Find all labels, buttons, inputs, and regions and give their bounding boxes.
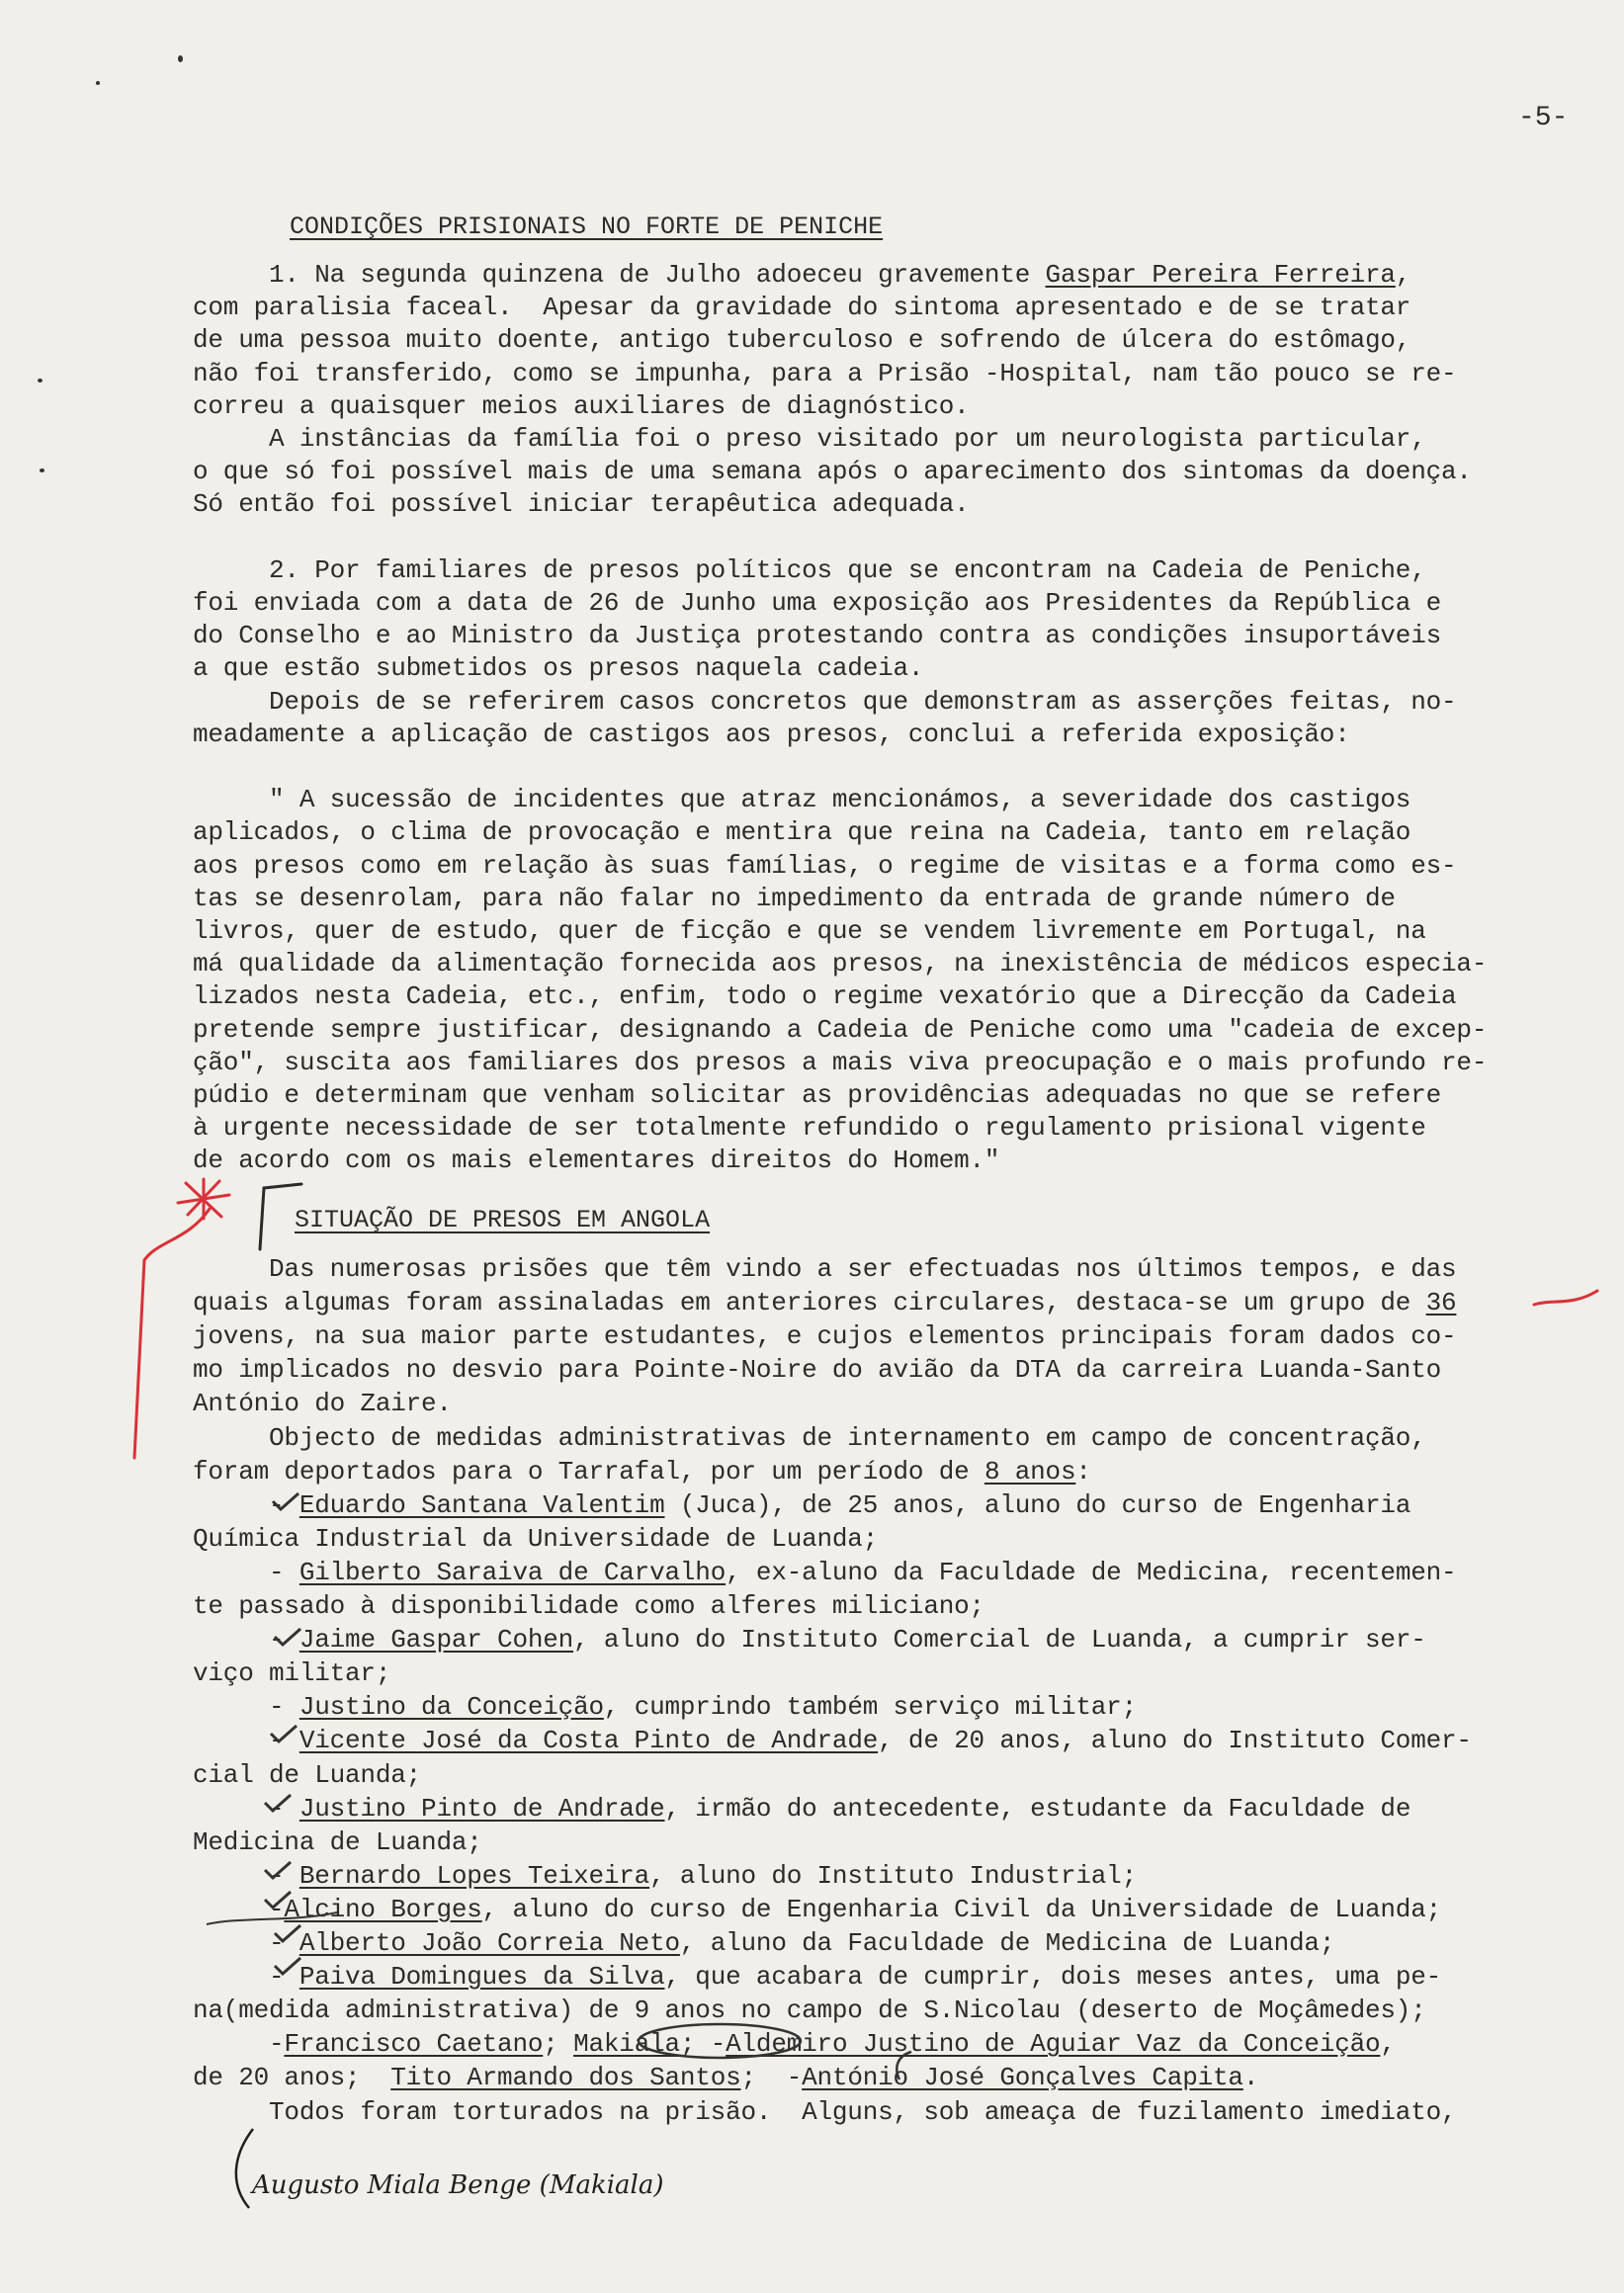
underlined-name: Alcino Borges [284, 1894, 482, 1924]
underlined-name: Aldemiro Justino de Aguiar Vaz da Conceição [726, 2029, 1381, 2060]
text-run: , aluno do Instituto Comercial de Luanda, a cumprir ser- [573, 1625, 1426, 1656]
text-run: lizados nesta Cadeia, etc., enfim, todo o regime vexatório que a Direcção da Cadeia [193, 981, 1457, 1012]
text-line [193, 1894, 1591, 1925]
text-run: , aluno do Instituto Industrial; [649, 1860, 1137, 1891]
text-line [193, 652, 1591, 684]
text-run: , de 20 anos, aluno do Instituto Comer- [878, 1726, 1472, 1756]
text-line [193, 488, 1591, 520]
text-run: a que estão submetidos os presos naquela cadeia. [193, 653, 924, 684]
text-line [193, 1253, 1591, 1285]
text-line [193, 1995, 1591, 2026]
underlined-name: 8 anos [983, 1456, 1076, 1486]
text-run: : [1075, 1456, 1091, 1486]
text-run: má qualidade da alimentação fornecida aos presos, na inexistência de médicos especia- [193, 949, 1488, 979]
text-run: ; - [740, 2063, 803, 2093]
text-run: , [1380, 2029, 1396, 2060]
text-run: " A sucessão de incidentes que atraz mencionámos, a severidade dos castigos [193, 785, 1411, 815]
text-line [193, 456, 1591, 487]
text-line [193, 1456, 1591, 1487]
text-line [193, 1927, 1591, 1959]
text-line [193, 915, 1591, 947]
check-mark-icon [267, 1487, 306, 1517]
text-line [193, 1590, 1591, 1622]
underlined-name: Paiva Domingues da Silva [299, 1962, 665, 1993]
text-line [193, 948, 1591, 979]
bracket-mark-icon [252, 1176, 311, 1255]
check-mark-icon [265, 1720, 304, 1749]
text-line [193, 883, 1591, 914]
text-run: A instâncias da família foi o preso visitado por um neurologista particular, [193, 424, 1426, 454]
text-line [193, 1320, 1591, 1352]
paper-speck [38, 379, 43, 382]
circle-makiala-icon [633, 2018, 811, 2064]
text-run: aos presos como em relação às suas famílias, o regime de visitas e a forma como es- [193, 850, 1457, 881]
text-line [193, 816, 1591, 848]
text-line [193, 1759, 1591, 1791]
paper-speck [178, 55, 183, 62]
check-mark-icon [269, 1623, 308, 1653]
text-run: , aluno da Faculdade de Medicina de Luanda; [679, 1928, 1335, 1958]
text-run: Objecto de medidas administrativas de internamento em campo de concentração, [193, 1422, 1426, 1453]
text-line [193, 1691, 1591, 1723]
text-run: - [193, 2029, 285, 2060]
text-run: o que só foi possível mais de uma semana após o aparecimento dos sintomas da doença. [193, 457, 1472, 487]
text-line [193, 980, 1591, 1012]
text-run: quais algumas foram assinaladas em anteriores circulares, destaca-se um grupo de [193, 1288, 1426, 1318]
page-number: -5- [1518, 103, 1569, 133]
text-line [193, 1657, 1591, 1689]
underlined-name: Gaspar Pereira Ferreira [1045, 260, 1396, 290]
underlined-name: Justino Pinto de Andrade [299, 1793, 665, 1824]
text-run: ; [543, 2029, 574, 2060]
text-run: ; - [679, 2029, 727, 2060]
text-run: à urgente necessidade de ser totalmente refundido o regulamento prisional vigente [193, 1113, 1426, 1144]
text-run: livros, quer de estudo, quer de ficção e que se vendem livremente em Portugal, na [193, 916, 1426, 946]
text-run: Química Industrial da Universidade de Luanda; [193, 1523, 879, 1554]
underlined-name: Gilberto Saraiva de Carvalho [299, 1557, 727, 1587]
text-run: te passado à disponibilidade como alferes miliciano; [193, 1591, 984, 1621]
text-run: meadamente a aplicação de castigos aos presos, conclui a referida exposição: [193, 719, 1350, 749]
text-run: , [1395, 260, 1411, 290]
underlined-name: Tito Armando dos Santos [390, 2063, 741, 2093]
text-run: , que acabara de cumprir, dois meses antes, uma pe- [664, 1962, 1442, 1993]
text-line [193, 1047, 1591, 1078]
text-line [193, 1557, 1591, 1588]
check-mark-icon [269, 1952, 308, 1982]
text-line [193, 620, 1591, 651]
underlined-name: Bernardo Lopes Teixeira [299, 1860, 650, 1891]
text-run: Das numerosas prisões que têm vindo a ser efectuadas nos últimos tempos, e das [193, 1254, 1457, 1284]
text-run: com paralisia faceal. Apesar da gravidade do sintoma apresentado e de se tratar [193, 293, 1411, 323]
paper-speck [96, 81, 100, 85]
underlined-name: Vicente José da Costa Pinto de Andrade [299, 1726, 879, 1756]
text-run: pretende sempre justificar, designando a Cadeia de Peniche como uma "cadeia de excep- [193, 1014, 1488, 1045]
text-run: aplicados, o clima de provocação e mentira que reina na Cadeia, tanto em relação [193, 817, 1411, 848]
text-run: , irmão do antecedente, estudante da Faculdade de [664, 1793, 1411, 1824]
check-mark-icon [259, 1856, 299, 1886]
pen-stroke-icon [203, 1903, 341, 1932]
underlined-name: Eduardo Santana Valentim [299, 1489, 665, 1520]
text-line [193, 1725, 1591, 1756]
text-line [193, 1422, 1591, 1454]
text-line [193, 1145, 1591, 1176]
text-run: António do Zaire. [193, 1389, 452, 1419]
underlined-name: Makiala [573, 2029, 680, 2060]
text-line [193, 1388, 1591, 1419]
text-line [193, 259, 1591, 291]
text-line [193, 554, 1591, 586]
text-run: correu a quaisquer meios auxiliares de diagnóstico. [193, 390, 970, 421]
text-run: foi enviada com a data de 26 de Junho uma exposição aos Presidentes da República e [193, 588, 1442, 618]
text-line [193, 686, 1591, 718]
underlined-name: Francisco Caetano [284, 2029, 544, 2060]
text-line [193, 1860, 1591, 1892]
text-line [193, 324, 1591, 356]
text-line [193, 1354, 1591, 1386]
text-line [193, 1079, 1591, 1111]
text-run: - [193, 1692, 299, 1723]
text-line [193, 850, 1591, 882]
text-run: Todos foram torturados na prisão. Alguns, sob ameaça de fuzilamento imediato, [193, 2096, 1457, 2127]
text-line [193, 1489, 1591, 1521]
section-heading-peniche: CONDIÇÕES PRISIONAIS NO FORTE DE PENICHE [290, 212, 884, 241]
text-line [193, 2096, 1591, 2128]
section-heading-angola: SITUAÇÃO DE PRESOS EM ANGOLA [295, 1206, 711, 1234]
text-run: foram deportados para o Tarrafal, por um período de [193, 1456, 984, 1486]
text-run: jovens, na sua maior parte estudantes, e cujos elementos principais foram dados co- [193, 1321, 1457, 1352]
text-run: de uma pessoa muito doente, antigo tuberculoso e sofrendo de úlcera do estômago, [193, 325, 1411, 356]
text-run: púdio e determinam que venham solicitar as providências adequadas no que se refere [193, 1080, 1442, 1110]
text-line [193, 1523, 1591, 1555]
text-line [193, 423, 1591, 455]
underlined-name: Justino da Conceição [299, 1692, 604, 1723]
red-underline-36-icon [1532, 1285, 1601, 1315]
text-run: ção", suscita aos familiares dos presos a mais viva preocupação e o mais profundo re- [193, 1047, 1488, 1077]
text-run: - [193, 1557, 299, 1587]
text-run: Depois de se referirem casos concretos que demonstram as asserções feitas, no- [193, 686, 1457, 717]
text-run: - [193, 1625, 299, 1656]
text-run: - [193, 1793, 299, 1824]
underlined-name: Alberto João Correia Neto [299, 1928, 680, 1958]
text-line [193, 390, 1591, 422]
text-run: não foi transferido, como se impunha, para a Prisão -Hospital, nam tão pouco se re- [193, 358, 1457, 388]
bracket-mark-icon [880, 2046, 919, 2085]
check-mark-icon [259, 1789, 299, 1819]
text-run: mo implicados no desvio para Pointe-Noire do avião da DTA da carreira Luanda-Santo [193, 1355, 1442, 1386]
text-run: Só então foi possível iniciar terapêutica adequada. [193, 489, 970, 520]
handwritten-note: Augusto Miala Benge (Makiala) [252, 2170, 664, 2200]
underlined-name: António José Gonçalves Capita [802, 2063, 1243, 2093]
text-run: - [193, 1860, 299, 1891]
text-run: - [193, 1726, 299, 1756]
text-run: de acordo com os mais elementares direitos do Homem." [193, 1146, 1000, 1176]
text-run: . [1242, 2063, 1259, 2093]
text-line [193, 358, 1591, 389]
text-line [193, 1287, 1591, 1318]
text-run: viço militar; [193, 1658, 391, 1689]
text-run: 2. Por familiares de presos políticos que se encontram na Cadeia de Peniche, [193, 554, 1426, 585]
text-run: cial de Luanda; [193, 1759, 422, 1790]
text-line [193, 292, 1591, 323]
text-run: - [193, 1928, 299, 1958]
underlined-name: Jaime Gaspar Cohen [299, 1625, 574, 1656]
text-run: Medicina de Luanda; [193, 1826, 482, 1857]
text-run: , aluno do curso de Engenharia Civil da Universidade de Luanda; [481, 1894, 1442, 1924]
pen-stroke-icon [223, 2125, 283, 2214]
text-run: na(medida administrativa) de 9 anos no campo de S.Nicolau (deserto de Moçâmedes); [193, 1996, 1426, 2026]
text-run: - [193, 1894, 285, 1924]
text-line [193, 1793, 1591, 1825]
text-line [193, 784, 1591, 815]
text-line [193, 1014, 1591, 1046]
text-line [193, 587, 1591, 619]
text-run: - [193, 1962, 299, 1993]
text-line [193, 1826, 1591, 1858]
text-run: de 20 anos; [193, 2063, 391, 2093]
text-run: - [193, 1489, 299, 1520]
underlined-name: 36 [1425, 1288, 1457, 1318]
text-line [193, 1624, 1591, 1656]
text-line [193, 1961, 1591, 1993]
text-run: , ex-aluno da Faculdade de Medicina, recentemen- [726, 1557, 1457, 1587]
text-line [193, 1112, 1591, 1144]
text-run: tas se desenrolam, para não falar no impedimento da entrada de grande número de [193, 883, 1396, 913]
text-run: do Conselho e ao Ministro da Justiça protestando contra as condições insuportáveis [193, 621, 1442, 651]
text-run: , cumprindo também serviço militar; [603, 1692, 1137, 1723]
text-run: (Juca), de 25 anos, aluno do curso de Engenharia [664, 1489, 1411, 1520]
text-line [193, 719, 1591, 750]
text-run: 1. Na segunda quinzena de Julho adoeceu gravemente [193, 260, 1046, 290]
paper-speck [40, 468, 44, 472]
